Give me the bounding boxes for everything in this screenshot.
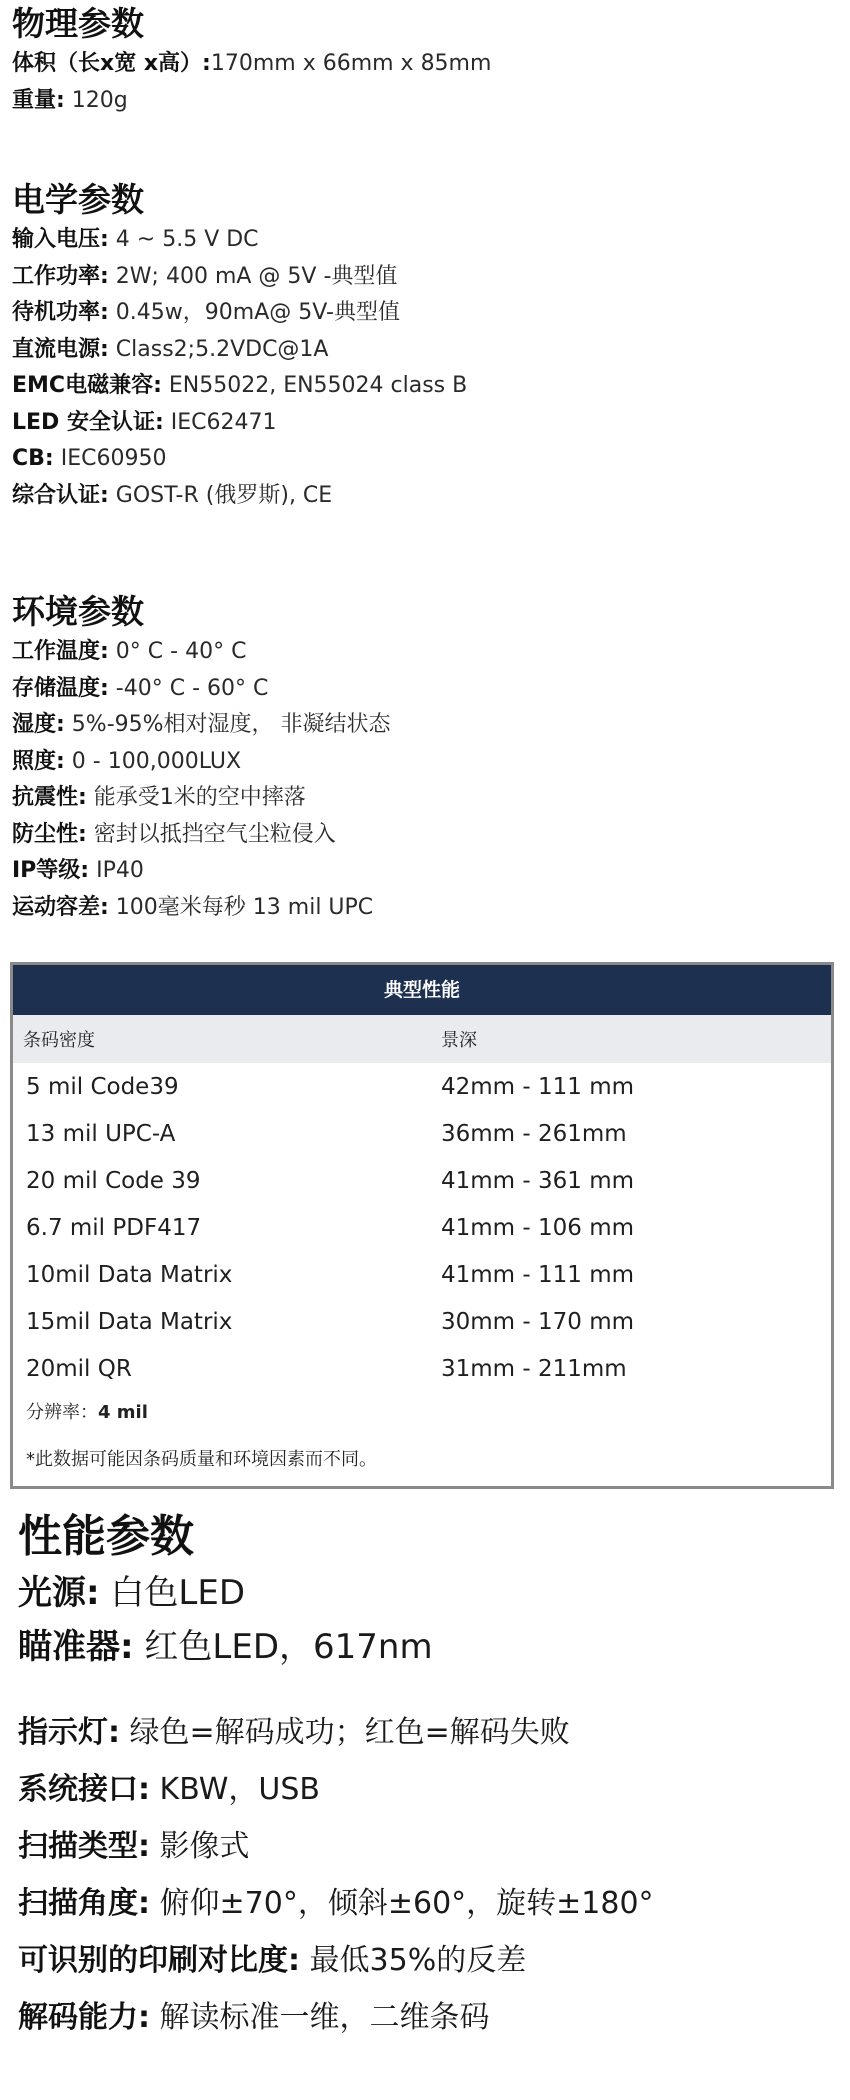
spec-row-cb [12, 441, 838, 478]
spec-value: 170mm x 66mm x 85mm [210, 51, 492, 76]
spec-row-dust [12, 817, 838, 854]
cell-density: 20mil QR [26, 1355, 132, 1382]
spec-label: 待机功率: [12, 300, 109, 325]
spec-label: 解码能力: [18, 2000, 150, 2035]
cell-density: 13 mil UPC-A [26, 1120, 176, 1147]
spec-label: 防尘性: [12, 821, 87, 847]
resolution-value: 4 mil [98, 1402, 148, 1423]
spec-value: 120g [64, 87, 128, 113]
spec-row-illuminance [12, 744, 838, 781]
spec-label: IP等级: [12, 858, 90, 883]
spec-label: 光源: [18, 1573, 100, 1613]
resolution-line [13, 1392, 831, 1434]
spec-value: 白色LED [99, 1573, 246, 1613]
table-footnote: *此数据可能因条码质量和环境因素而不同。 [26, 1449, 377, 1470]
electrical-params-section [12, 178, 838, 514]
spec-value: -40° C - 60° C [108, 675, 269, 701]
spec-label: 运动容差: [12, 894, 109, 920]
spec-label: EMC电磁兼容: [12, 373, 162, 398]
electrical-params-title: 电学参数 [12, 180, 144, 219]
typical-performance-table [10, 962, 834, 1489]
spec-row-storage-temp [12, 671, 838, 708]
spec-value: 0 - 100,000LUX [64, 748, 242, 774]
table-header-row [13, 1015, 831, 1063]
spec-label: 存储温度: [12, 675, 109, 701]
table-row [13, 1063, 831, 1110]
cell-density: 5 mil Code39 [26, 1073, 179, 1100]
spec-value: 100毫米每秒 13 mil UPC [108, 894, 374, 920]
spec-label: 输入电压: [12, 227, 109, 252]
table-row [13, 1345, 831, 1392]
table-row [13, 1204, 831, 1251]
spec-row-interface [18, 1761, 844, 1818]
spec-label: 综合认证: [12, 482, 109, 508]
spec-row-humidity [12, 707, 838, 744]
spec-value: 解读标准一维，二维条码 [150, 2000, 490, 2035]
spec-row-print-contrast [18, 1932, 844, 1989]
performance-params-section [18, 1508, 844, 2046]
spec-label: 扫描角度: [18, 1886, 150, 1921]
spec-value: 俯仰±70°，倾斜±60°，旋转±180° [150, 1886, 654, 1921]
spec-value: 绿色=解码成功；红色=解码失败 [120, 1715, 570, 1750]
spec-value: 密封以抵挡空气尘粒侵入 [86, 821, 336, 847]
cell-density: 15mil Data Matrix [26, 1308, 233, 1335]
spec-label: 瞄准器: [18, 1627, 134, 1667]
spec-label: 系统接口: [18, 1772, 150, 1807]
spec-label: 工作温度: [12, 639, 109, 664]
spec-row-scan-angle [18, 1875, 844, 1932]
spec-row-ip-rating [12, 853, 838, 890]
cell-depth: 31mm - 211mm [441, 1355, 627, 1382]
spec-row-motion-tolerance [12, 890, 838, 927]
cell-depth: 41mm - 106 mm [441, 1214, 635, 1241]
spec-label: 照度: [12, 748, 65, 774]
cell-depth: 36mm - 261mm [441, 1120, 627, 1147]
spec-value: GOST-R (俄罗斯), CE [108, 482, 333, 508]
spec-label: 直流电源: [12, 336, 109, 362]
spec-row-indicator [18, 1704, 844, 1761]
cell-depth: 41mm - 111 mm [441, 1261, 635, 1288]
spec-row-emc [12, 368, 838, 405]
physical-params-title: 物理参数 [12, 4, 144, 43]
cell-density: 10mil Data Matrix [26, 1261, 233, 1288]
spec-row-decode-capability [18, 1989, 844, 2046]
table-row [13, 1157, 831, 1204]
column-header-depth: 景深 [441, 1030, 477, 1051]
spec-row-weight [12, 83, 838, 120]
table-row [13, 1251, 831, 1298]
spec-row-operating-power [12, 259, 838, 296]
cell-depth: 30mm - 170 mm [441, 1308, 635, 1335]
spec-row-volume [12, 46, 838, 83]
spec-label: 扫描类型: [18, 1829, 150, 1864]
table-row [13, 1298, 831, 1345]
spec-value: 能承受1米的空中摔落 [86, 785, 306, 810]
spec-label: 可识别的印刷对比度: [18, 1943, 300, 1978]
spec-row-dc-power [12, 332, 838, 369]
spec-row-standby-power [12, 295, 838, 332]
spec-value: 影像式 [150, 1829, 250, 1864]
spec-row-scan-type [18, 1818, 844, 1875]
cell-density: 6.7 mil PDF417 [26, 1214, 202, 1241]
spec-value: KBW，USB [150, 1772, 320, 1807]
spec-label: 重量: [12, 87, 65, 113]
spec-value: 4 ~ 5.5 V DC [108, 227, 259, 252]
spec-label: LED 安全认证: [12, 409, 164, 435]
spec-value: 红色LED，617nm [133, 1627, 433, 1667]
spec-row-shock [12, 780, 838, 817]
spec-value: IEC62471 [163, 409, 277, 435]
spec-value: 0.45w，90mA@ 5V-典型值 [108, 300, 400, 325]
physical-params-section [12, 2, 838, 119]
spec-value: IEC60950 [53, 446, 167, 471]
spec-value: 2W; 400 mA @ 5V -典型值 [108, 263, 398, 289]
cell-density: 20 mil Code 39 [26, 1167, 201, 1194]
environment-params-title: 环境参数 [12, 592, 144, 631]
spec-label: 工作功率: [12, 263, 109, 289]
spec-value: 0° C - 40° C [108, 639, 247, 664]
spec-value: IP40 [89, 858, 144, 883]
table-title: 典型性能 [13, 965, 831, 1015]
environment-params-section [12, 590, 838, 926]
spec-row-certification [12, 478, 838, 515]
performance-params-title: 性能参数 [18, 1511, 194, 1562]
spec-label: 湿度: [12, 712, 65, 737]
spec-value: 最低35%的反差 [300, 1943, 527, 1978]
spec-row-light-source [18, 1566, 844, 1620]
spec-label: CB: [12, 446, 54, 471]
spec-value: 5%-95%相对湿度， 非凝结状态 [64, 712, 391, 737]
spec-label: 体积（长x宽 x高）: [12, 51, 211, 76]
cell-depth: 41mm - 361 mm [441, 1167, 635, 1194]
spec-row-led-safety [12, 405, 838, 442]
spec-row-input-voltage [12, 222, 838, 259]
column-header-density: 条码密度 [23, 1030, 95, 1051]
spec-label: 抗震性: [12, 785, 87, 810]
spec-value: EN55022, EN55024 class B [161, 373, 468, 398]
table-row [13, 1110, 831, 1157]
spec-row-aimer [18, 1620, 844, 1674]
cell-depth: 42mm - 111 mm [441, 1073, 635, 1100]
resolution-label: 分辨率： [26, 1402, 98, 1423]
spec-row-operating-temp [12, 634, 838, 671]
spec-label: 指示灯: [18, 1715, 120, 1750]
spec-value: Class2;5.2VDC@1A [108, 336, 329, 362]
